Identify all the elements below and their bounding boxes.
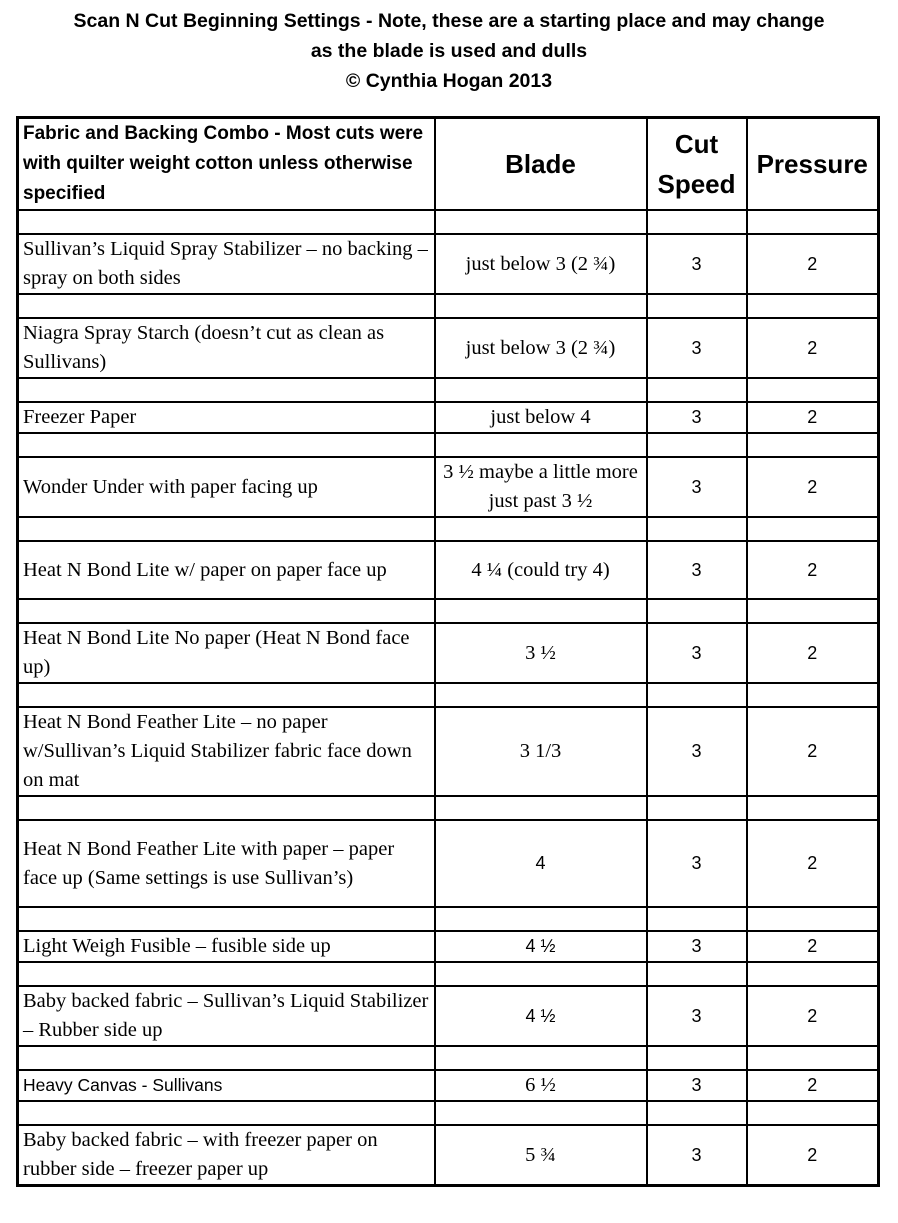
column-header-cut-speed: Cut Speed xyxy=(647,118,747,211)
blade-cell: 5 ¾ xyxy=(435,1125,647,1186)
cut-speed-cell: 3 xyxy=(647,457,747,517)
fabric-cell: Wonder Under with paper facing up xyxy=(18,457,435,517)
cut-speed-cell: 3 xyxy=(647,707,747,796)
column-header-pressure: Pressure xyxy=(747,118,879,211)
fabric-cell: Niagra Spray Starch (doesn’t cut as clean as Sullivans) xyxy=(18,318,435,378)
fabric-cell: Baby backed fabric – with freezer paper on rubber side – freezer paper up xyxy=(18,1125,435,1186)
column-header-fabric: Fabric and Backing Combo - Most cuts were with quilter weight cotton unless otherwise specified xyxy=(18,118,435,211)
blade-cell: just below 3 (2 ¾) xyxy=(435,234,647,294)
fabric-cell: Heat N Bond Feather Lite with paper – paper face up (Same settings is use Sullivan’s) xyxy=(18,820,435,907)
pressure-cell: 2 xyxy=(747,457,879,517)
spacer-row xyxy=(18,599,879,623)
pressure-cell: 2 xyxy=(747,623,879,683)
spacer-row xyxy=(18,294,879,318)
document-title xyxy=(0,6,898,96)
blade-cell: 4 ¼ (could try 4) xyxy=(435,541,647,599)
title-line-2: as the blade is used and dulls xyxy=(310,40,588,62)
table-row xyxy=(18,541,879,599)
spacer-row xyxy=(18,962,879,986)
pressure-cell: 2 xyxy=(747,820,879,907)
table-row xyxy=(18,986,879,1046)
fabric-cell: Freezer Paper xyxy=(18,402,435,433)
table-row xyxy=(18,318,879,378)
blade-cell: just below 3 (2 ¾) xyxy=(435,318,647,378)
cut-speed-cell: 3 xyxy=(647,623,747,683)
blade-cell: 3 1/3 xyxy=(435,707,647,796)
fabric-cell: Heat N Bond Lite w/ paper on paper face up xyxy=(18,541,435,599)
cut-speed-cell: 3 xyxy=(647,820,747,907)
cut-speed-cell: 3 xyxy=(647,1125,747,1186)
blade-cell: 3 ½ maybe a little more just past 3 ½ xyxy=(435,457,647,517)
blade-cell: 4 ½ xyxy=(435,986,647,1046)
table-row xyxy=(18,931,879,962)
fabric-cell: Sullivan’s Liquid Spray Stabilizer – no backing – spray on both sides xyxy=(18,234,435,294)
cut-speed-cell: 3 xyxy=(647,402,747,433)
pressure-cell: 2 xyxy=(747,931,879,962)
cut-speed-cell: 3 xyxy=(647,931,747,962)
table-row xyxy=(18,707,879,796)
fabric-cell: Heat N Bond Lite No paper (Heat N Bond face up) xyxy=(18,623,435,683)
fabric-cell: Heavy Canvas - Sullivans xyxy=(18,1070,435,1101)
spacer-row xyxy=(18,907,879,931)
copyright-line: © Cynthia Hogan 2013 xyxy=(345,70,553,92)
settings-table xyxy=(16,116,880,1187)
pressure-cell: 2 xyxy=(747,1125,879,1186)
pressure-cell: 2 xyxy=(747,1070,879,1101)
spacer-row xyxy=(18,433,879,457)
cut-speed-cell: 3 xyxy=(647,318,747,378)
blade-cell: just below 4 xyxy=(435,402,647,433)
column-header-blade: Blade xyxy=(435,118,647,211)
spacer-row xyxy=(18,517,879,541)
blade-cell: 3 ½ xyxy=(435,623,647,683)
spacer-row xyxy=(18,378,879,402)
spacer-row xyxy=(18,210,879,234)
cut-speed-cell: 3 xyxy=(647,541,747,599)
table-row xyxy=(18,234,879,294)
table-row xyxy=(18,402,879,433)
spacer-row xyxy=(18,796,879,820)
fabric-cell: Baby backed fabric – Sullivan’s Liquid Stabilizer – Rubber side up xyxy=(18,986,435,1046)
blade-cell: 4 xyxy=(435,820,647,907)
table-row xyxy=(18,623,879,683)
cut-speed-cell: 3 xyxy=(647,986,747,1046)
pressure-cell: 2 xyxy=(747,234,879,294)
spacer-row xyxy=(18,1101,879,1125)
cut-speed-cell: 3 xyxy=(647,1070,747,1101)
pressure-cell: 2 xyxy=(747,707,879,796)
spacer-row xyxy=(18,1046,879,1070)
table-row xyxy=(18,1125,879,1186)
pressure-cell: 2 xyxy=(747,318,879,378)
blade-cell: 4 ½ xyxy=(435,931,647,962)
pressure-cell: 2 xyxy=(747,402,879,433)
table-row xyxy=(18,457,879,517)
cut-speed-cell: 3 xyxy=(647,234,747,294)
fabric-cell: Heat N Bond Feather Lite – no paper w/Sullivan’s Liquid Stabilizer fabric face down on mat xyxy=(18,707,435,796)
spacer-row xyxy=(18,683,879,707)
table-header-row xyxy=(18,118,879,211)
pressure-cell: 2 xyxy=(747,986,879,1046)
title-line-1: Scan N Cut Beginning Settings - Note, these are a starting place and may change xyxy=(73,10,825,32)
blade-cell: 6 ½ xyxy=(435,1070,647,1101)
table-row xyxy=(18,1070,879,1101)
fabric-cell: Light Weigh Fusible – fusible side up xyxy=(18,931,435,962)
pressure-cell: 2 xyxy=(747,541,879,599)
table-row xyxy=(18,820,879,907)
